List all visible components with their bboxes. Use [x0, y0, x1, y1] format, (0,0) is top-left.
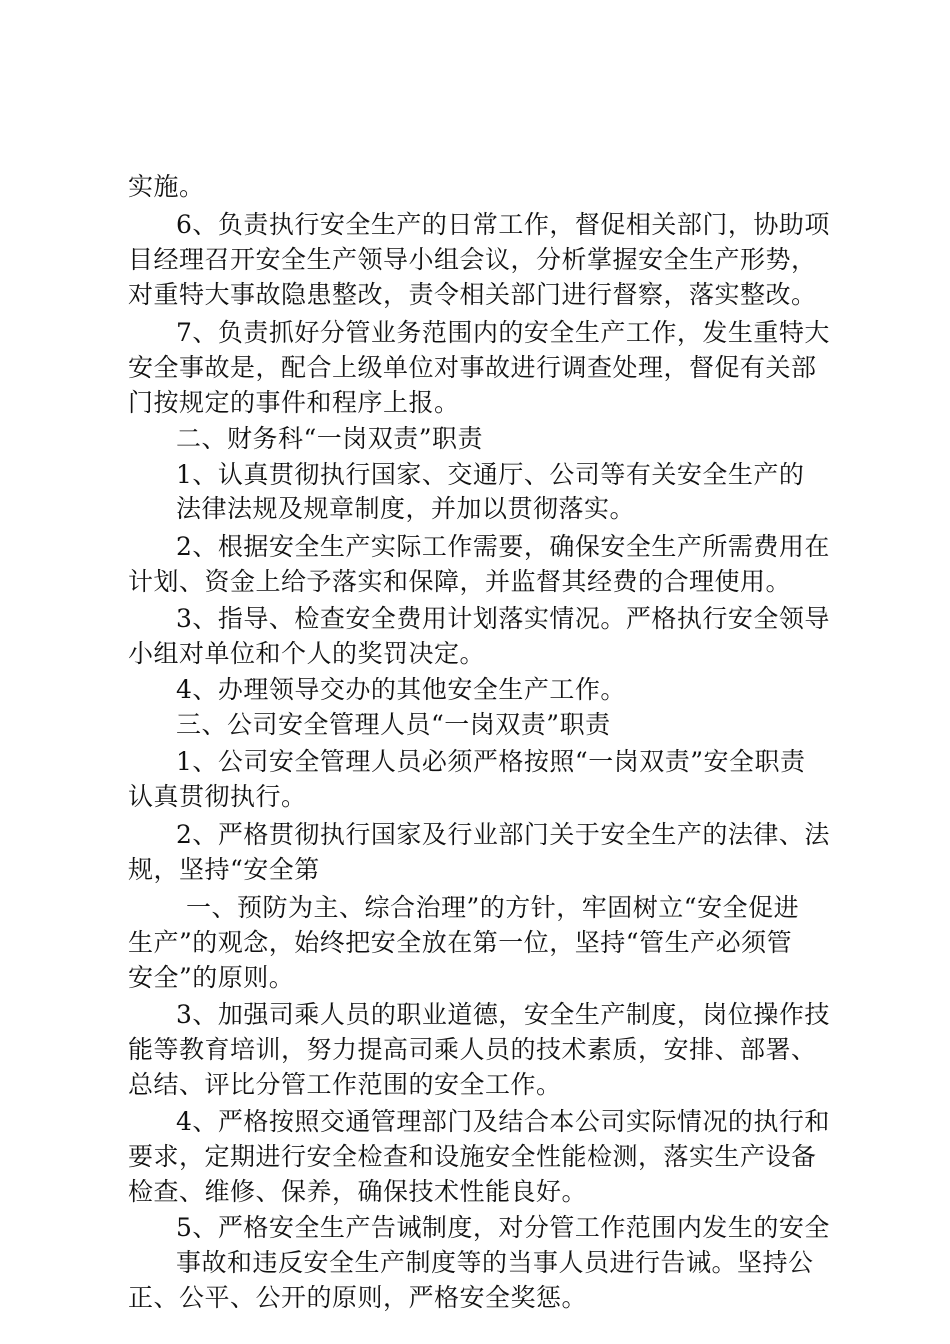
text-line: 3、加强司乘人员的职业道德，安全生产制度，岗位操作技: [176, 1000, 830, 1029]
text-line: 生产”的观念，始终把安全放在第一位，坚持“管生产必须管: [128, 928, 793, 957]
text-line: 2、严格贯彻执行国家及行业部门关于安全生产的法律、法: [176, 820, 830, 849]
text-line: 能等教育培训，努力提高司乘人员的技术素质，安排、部署、: [128, 1035, 817, 1064]
text-line: 要求，定期进行安全检查和设施安全性能检测，落实生产设备: [128, 1142, 817, 1171]
section-heading: 二、财务科“一岗双责”职责: [176, 424, 484, 453]
text-line: 安全事故是，配合上级单位对事故进行调查处理，督促有关部: [128, 353, 817, 382]
text-line: 实施。: [128, 172, 205, 201]
text-line: 对重特大事故隐患整改，责令相关部门进行督察，落实整改。: [128, 280, 817, 309]
text-line: 5、严格安全生产告诫制度，对分管工作范围内发生的安全: [176, 1213, 830, 1242]
text-line: 7、负责抓好分管业务范围内的安全生产工作，发生重特大: [176, 318, 830, 347]
text-line: 正、公平、公开的原则，严格安全奖惩。: [128, 1283, 588, 1312]
text-line: 事故和违反安全生产制度等的当事人员进行告诫。坚持公: [176, 1248, 814, 1277]
text-line: 4、办理领导交办的其他安全生产工作。: [176, 675, 626, 704]
text-line: 1、公司安全管理人员必须严格按照“一岗双责”安全职责: [176, 747, 806, 776]
text-line: 6、负责执行安全生产的日常工作，督促相关部门，协助项: [176, 210, 830, 239]
text-line: 认真贯彻执行。: [128, 782, 307, 811]
text-line: 检查、维修、保养，确保技术性能良好。: [128, 1177, 588, 1206]
text-line: 规，坚持“安全第: [128, 855, 320, 884]
text-line: 1、认真贯彻执行国家、交通厅、公司等有关安全生产的: [176, 460, 805, 489]
text-line: 计划、资金上给予落实和保障，并监督其经费的合理使用。: [128, 567, 792, 596]
text-line: 目经理召开安全生产领导小组会议，分析掌握安全生产形势，: [128, 245, 817, 274]
section-heading: 三、公司安全管理人员“一岗双责”职责: [176, 710, 611, 739]
text-line: 总结、评比分管工作范围的安全工作。: [128, 1070, 562, 1099]
text-line: 一、预防为主、综合治理”的方针，牢固树立“安全促进: [186, 893, 800, 922]
text-line: 2、根据安全生产实际工作需要，确保安全生产所需费用在: [176, 532, 830, 561]
text-line: 小组对单位和个人的奖罚决定。: [128, 639, 486, 668]
text-line: 安全”的原则。: [128, 963, 295, 992]
text-line: 4、严格按照交通管理部门及结合本公司实际情况的执行和: [176, 1107, 830, 1136]
text-line: 门按规定的事件和程序上报。: [128, 388, 460, 417]
text-line: 法律法规及规章制度，并加以贯彻落实。: [176, 494, 636, 523]
text-line: 3、指导、检查安全费用计划落实情况。严格执行安全领导: [176, 604, 830, 633]
